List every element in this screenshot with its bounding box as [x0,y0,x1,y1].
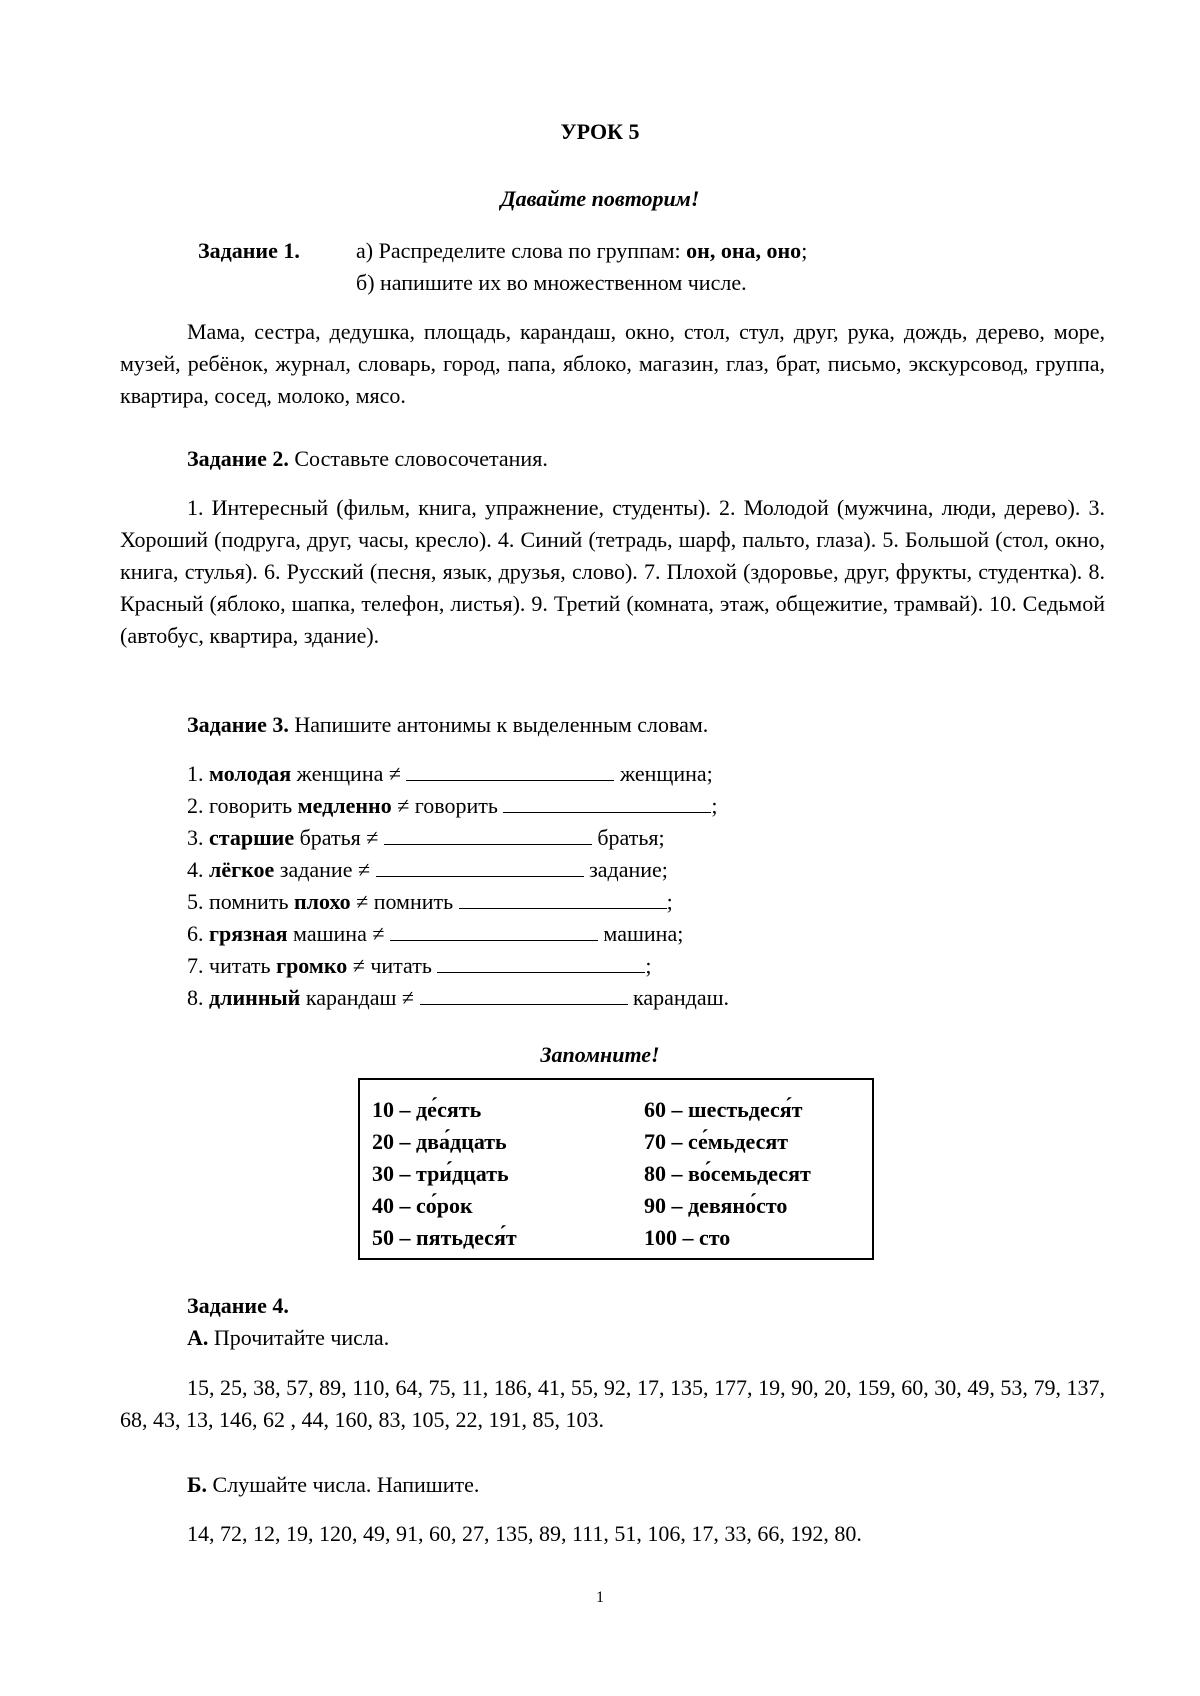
antonym-item-5: 5. помнить плохо ≠ помнить ; [187,889,673,914]
answer-blank[interactable] [376,856,584,877]
antonym-item-8: 8. длинный карандаш ≠ карандаш. [187,985,730,1010]
number-word: 80 – во́семьдесят [644,1161,811,1186]
antonym-item-1: 1. молодая женщина ≠ женщина; [187,761,713,786]
antonym-item-4: 4. лёгкое задание ≠ задание; [187,857,668,882]
page-number: 1 [596,1589,604,1606]
number-word: 20 – два́дцать [372,1129,507,1154]
lesson-title: УРОК 5 [560,119,640,144]
number-word: 60 – шестьдеся́т [644,1097,803,1122]
number-word: 70 – се́мьдесят [644,1129,789,1154]
answer-blank[interactable] [503,792,711,813]
task3-heading: Задание 3. Напишите антонимы к выделенным словам. [187,712,709,737]
answer-blank[interactable] [459,888,667,909]
antonym-item-6: 6. грязная машина ≠ машина; [187,921,684,946]
task4-part-a-numbers: 15, 25, 38, 57, 89, 110, 64, 75, 11, 186, 41, 55, 92, 17, 135, 177, 19, 90, 20, 159, 60, 30, 49, 53, 79, 137, 68, 43, 13, 146, 62 , 44, 160, 83, 105, 22, 191, 85, 103. [120,1375,1105,1432]
task2-text: 1. Интересный (фильм, книга, упражнение, студенты). 2. Молодой (мужчина, люди, дерево). 3. Хороший (подруга, друг, часы, кресло). 4. Синий (тетрадь, шарф, пальто, глаза). 5. Большой (стол, окно, книга, стулья). 6. Русский (песня, язык, друзья, слово). 7. Плохой (здоровье, друг, фрукты, студентка). 8. Красный (яблоко, шапка, телефон, листья). 9. Третий (комната, этаж, общежитие, трамвай). 10. Седьмой (автобус, квартира, здание). [120,495,1105,648]
answer-blank[interactable] [437,952,645,973]
number-word: 100 – сто [644,1225,731,1250]
task2-heading: Задание 2. Составьте словосочетания. [187,446,548,471]
task4-part-b-numbers: 14, 72, 12, 19, 120, 49, 91, 60, 27, 135, 89, 111, 51, 106, 17, 33, 66, 192, 80. [187,1521,862,1546]
task4-part-a-heading: А. Прочитайте числа. [187,1325,390,1350]
number-word: 10 – де́сять [372,1097,482,1122]
numbers-box [358,1078,874,1260]
task1-word-list: Мама, сестра, дедушка, площадь, карандаш, окно, стол, стул, друг, рука, дождь, дерево, море, музей, ребёнок, журнал, словарь, город, папа, яблоко, магазин, глаз, брат, письмо, экскурсовод, группа, квартира, сосед, молоко, мясо. [120,319,1105,408]
lesson-subtitle: Давайте повторим! [500,186,700,211]
number-word: 50 – пятьдеся́т [372,1225,517,1250]
antonym-item-3: 3. старшие братья ≠ братья; [187,825,665,850]
answer-blank[interactable] [420,984,628,1005]
answer-blank[interactable] [406,760,614,781]
antonym-item-7: 7. читать громко ≠ читать ; [187,953,652,978]
number-word: 30 – три́дцать [372,1161,509,1186]
task1-instruction-a: а) Распределите слова по группам: он, она, оно; [356,238,808,263]
task4-label: Задание 4. [187,1293,289,1318]
remember-title: Запомните! [540,1042,660,1067]
task1-instruction-b: б) напишите их во множественном числе. [356,270,747,295]
number-word: 40 – со́рок [372,1193,473,1218]
answer-blank[interactable] [384,824,592,845]
answer-blank[interactable] [390,920,598,941]
number-word: 90 – девяно́сто [644,1193,788,1218]
task4-part-b-heading: Б. Слушайте числа. Напишите. [187,1472,480,1497]
antonym-item-2: 2. говорить медленно ≠ говорить ; [187,793,718,818]
task1-label: Задание 1. [198,238,300,263]
